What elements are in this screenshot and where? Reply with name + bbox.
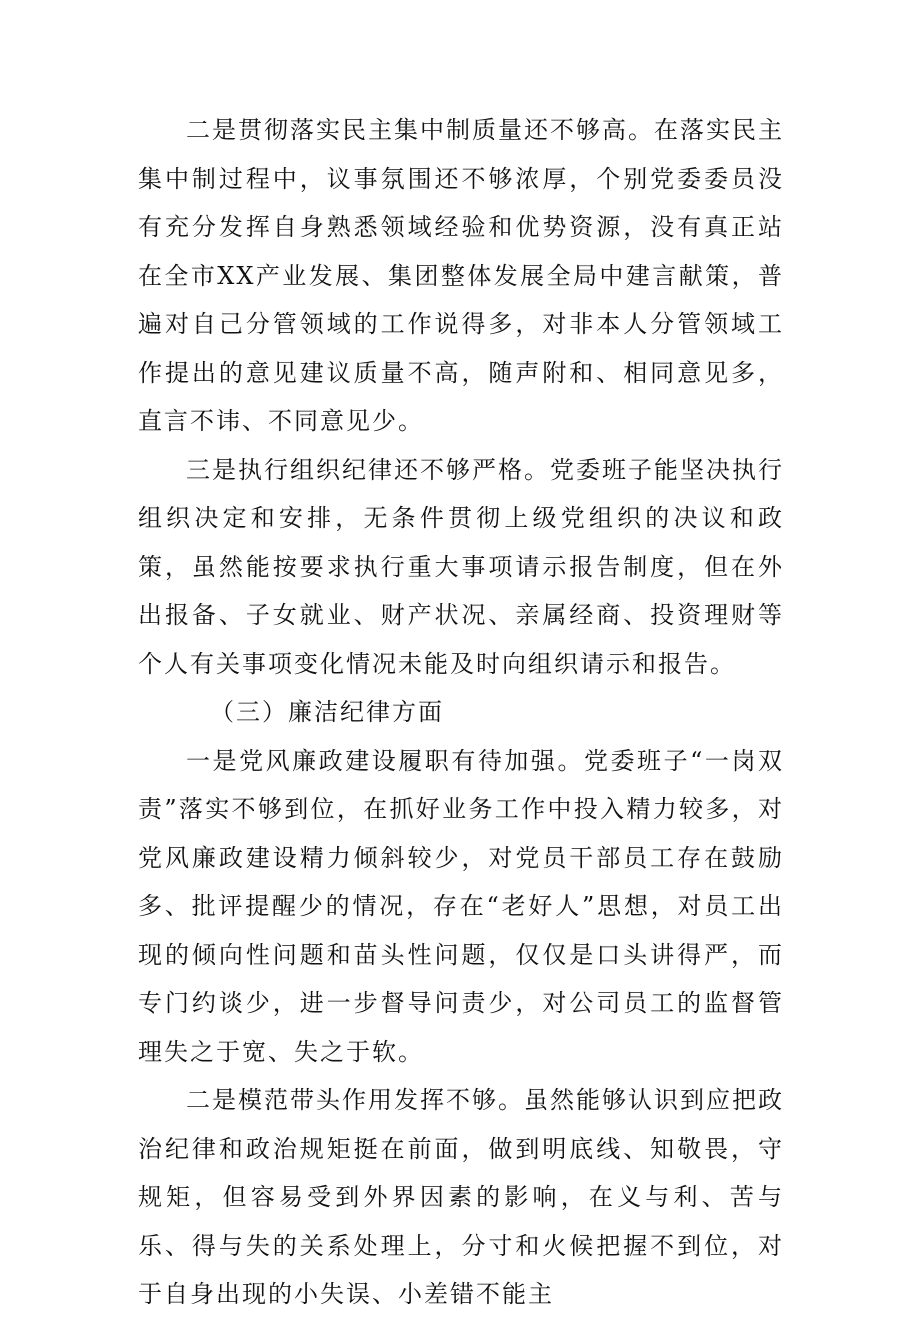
paragraph-democratic-centralism: 二是贯彻落实民主集中制质量还不够高。在落实民主集中制过程中，议事氛围还不够浓厚，个别党委委员没有充分发挥自身熟悉领域经验和优势资源，没有真正站在全市XX产业发展、集团整体发展全局中建言献策，普遍对自己分管领域的工作说得多，对非本人分管领域工作提出的意见建议质量不高，随声附和、相同意见多，直言不讳、不同意见少。 bbox=[138, 116, 784, 435]
paragraph-clean-governance: 一是党风廉政建设履职有待加强。党委班子“一岗双责”落实不够到位，在抓好业务工作中投入精力较多，对党风廉政建设精力倾斜较少，对党员干部员工存在鼓励多、批评提醒少的情况，存在“老好人”思想，对员工出现的倾向性问题和苗头性问题，仅仅是口头讲得严，而专门约谈少，进一步督导问责少，对公司员工的监督管理失之于宽、失之于软。 bbox=[138, 746, 784, 1066]
document-body bbox=[138, 106, 784, 1319]
paragraph-organizational-discipline: 三是执行组织纪律还不够严格。党委班子能坚决执行组织决定和安排，无条件贯彻上级党组织的决议和政策，虽然能按要求执行重大事项请示报告制度，但在外出报备、子女就业、财产状况、亲属经商、投资理财等个人有关事项变化情况未能及时向组织请示和报告。 bbox=[138, 455, 784, 678]
section-heading-integrity-discipline: （三）廉洁纪律方面 bbox=[210, 698, 444, 726]
paragraph-exemplary-role: 二是模范带头作用发挥不够。虽然能够认识到应把政治纪律和政治规矩挺在前面，做到明底线、知敬畏，守规矩，但容易受到外界因素的影响，在义与利、苦与乐、得与失的关系处理上，分寸和火候把握不到位，对于自身出现的小失误、小差错不能主 bbox=[138, 1086, 784, 1308]
